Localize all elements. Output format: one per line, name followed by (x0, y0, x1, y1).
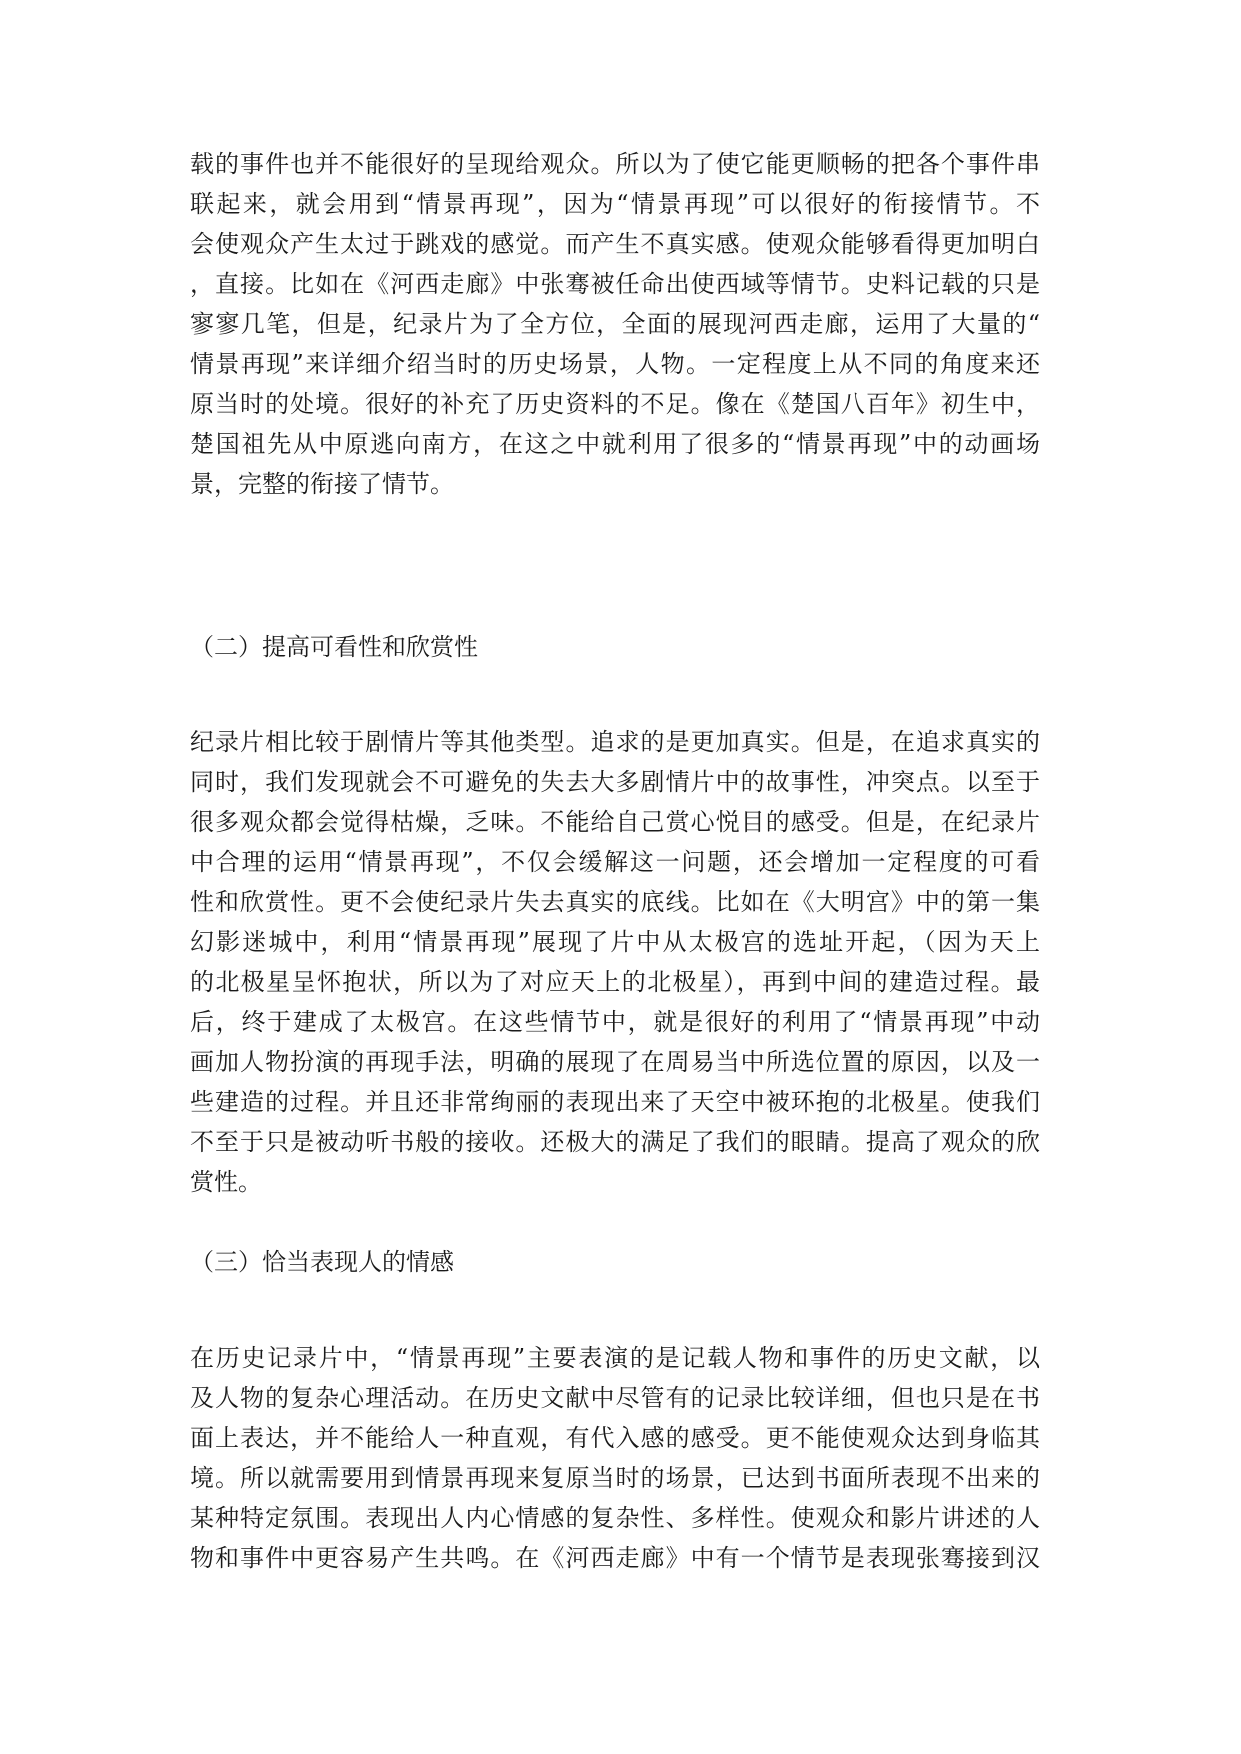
text-line: 境。所以就需要用到情景再现来复原当时的场景，已达到书面所表现不出来的 (190, 1464, 1040, 1492)
section-heading-3: （三）恰当表现人的情感 (190, 1248, 454, 1276)
text-line: 赏性。 (190, 1168, 262, 1196)
text-line: 原当时的处境。很好的补充了历史资料的不足。像在《楚国八百年》初生中， (190, 390, 1040, 418)
text-line: 情景再现”来详细介绍当时的历史场景，人物。一定程度上从不同的角度来还 (190, 350, 1040, 378)
text-line: 载的事件也并不能很好的呈现给观众。所以为了使它能更顺畅的把各个事件串 (190, 150, 1040, 178)
text-line: 在历史记录片中，“情景再现”主要表演的是记载人物和事件的历史文献，以 (190, 1344, 1040, 1372)
text-line: 些建造的过程。并且还非常绚丽的表现出来了天空中被环抱的北极星。使我们 (190, 1088, 1040, 1116)
text-line: 会使观众产生太过于跳戏的感觉。而产生不真实感。使观众能够看得更加明白 (190, 230, 1040, 258)
text-line: 后，终于建成了太极宫。在这些情节中，就是很好的利用了“情景再现”中动 (190, 1008, 1040, 1036)
text-line: 联起来，就会用到“情景再现”，因为“情景再现”可以很好的衔接情节。不 (190, 190, 1040, 218)
paragraph-human-emotion (190, 1338, 1040, 1578)
text-line: 某种特定氛围。表现出人内心情感的复杂性、多样性。使观众和影片讲述的人 (190, 1504, 1040, 1532)
text-line: 景，完整的衔接了情节。 (190, 470, 454, 498)
paragraph-watchability (190, 722, 1040, 1202)
text-line: 纪录片相比较于剧情片等其他类型。追求的是更加真实。但是，在追求真实的 (190, 728, 1040, 756)
text-line: 寥寥几笔，但是，纪录片为了全方位，全面的展现河西走廊，运用了大量的“ (190, 310, 1040, 338)
section-heading-2: （二）提高可看性和欣赏性 (190, 633, 478, 661)
text-line: ，直接。比如在《河西走廊》中张骞被任命出使西域等情节。史料记载的只是 (190, 270, 1040, 298)
paragraph-scene-reenactment-narrative (190, 144, 1040, 504)
text-line: 中合理的运用“情景再现”，不仅会缓解这一问题，还会增加一定程度的可看 (190, 848, 1040, 876)
text-line: 物和事件中更容易产生共鸣。在《河西走廊》中有一个情节是表现张骞接到汉 (190, 1544, 1040, 1572)
text-line: 幻影迷城中，利用“情景再现”展现了片中从太极宫的选址开起，（因为天上 (190, 928, 1040, 956)
text-line: 画加人物扮演的再现手法，明确的展现了在周易当中所选位置的原因，以及一 (190, 1048, 1040, 1076)
text-line: 性和欣赏性。更不会使纪录片失去真实的底线。比如在《大明宫》中的第一集 (190, 888, 1040, 916)
text-line: 及人物的复杂心理活动。在历史文献中尽管有的记录比较详细，但也只是在书 (190, 1384, 1040, 1412)
text-line: 不至于只是被动听书般的接收。还极大的满足了我们的眼睛。提高了观众的欣 (190, 1128, 1040, 1156)
text-line: 很多观众都会觉得枯燥，乏味。不能给自己赏心悦目的感受。但是，在纪录片 (190, 808, 1040, 836)
text-line: 的北极星呈怀抱状，所以为了对应天上的北极星），再到中间的建造过程。最 (190, 968, 1040, 996)
text-line: 面上表达，并不能给人一种直观，有代入感的感受。更不能使观众达到身临其 (190, 1424, 1040, 1452)
text-line: 同时，我们发现就会不可避免的失去大多剧情片中的故事性，冲突点。以至于 (190, 768, 1040, 796)
text-line: 楚国祖先从中原逃向南方，在这之中就利用了很多的“情景再现”中的动画场 (190, 430, 1040, 458)
